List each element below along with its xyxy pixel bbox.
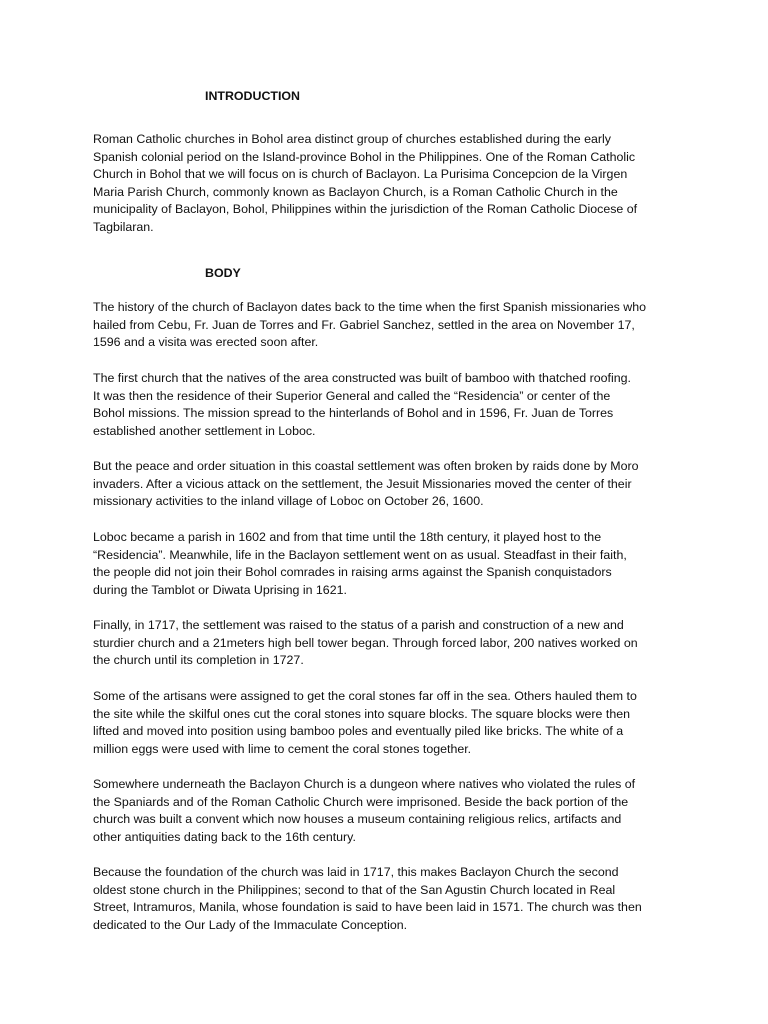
text-line: other antiquities dating back to the 16th century. (93, 829, 356, 844)
text-line: Street, Intramuros, Manila, whose foundation is said to have been laid in 1571. The church was then (93, 900, 642, 915)
text-line: missionary activities to the inland village of Loboc on October 26, 1600. (93, 494, 484, 509)
introduction-heading: INTRODUCTION (205, 89, 300, 103)
text-line: invaders. After a vicious attack on the settlement, the Jesuit Missionaries moved the center of their (93, 476, 632, 491)
text-line: church was built a convent which now houses a museum containing religious relics, artifacts and (93, 812, 622, 827)
text-line: “Residencia”. Meanwhile, life in the Baclayon settlement went on as usual. Steadfast in their faith, (93, 547, 627, 562)
text-line: hailed from Cebu, Fr. Juan de Torres and Fr. Gabriel Sanchez, settled in the area on November 17, (93, 317, 635, 332)
body-paragraph (93, 529, 683, 599)
text-line: Maria Parish Church, commonly known as Baclayon Church, is a Roman Catholic Church in the (93, 184, 618, 199)
text-line: Bohol missions. The mission spread to the hinterlands of Bohol and in 1596, Fr. Juan de Torres (93, 406, 614, 421)
text-line: Spanish colonial period on the Island-province Bohol in the Philippines. One of the Roman Catholic (93, 149, 636, 164)
text-line: Somewhere underneath the Baclayon Church is a dungeon where natives who violated the rules of (93, 777, 636, 791)
text-line: It was then the residence of their Superior General and called the “Residencia” or center of the (93, 388, 611, 403)
text-line: 1596 and a visita was erected soon after. (93, 335, 319, 350)
body-paragraph (93, 617, 683, 670)
text-line: lifted and moved into position using bamboo poles and eventually piled like bricks. The white of a (93, 724, 624, 739)
text-line: Tagbilaran. (93, 219, 154, 234)
body-paragraph (93, 864, 683, 934)
body-paragraph (93, 299, 683, 352)
body-paragraph (93, 458, 683, 511)
text-line: dedicated to the Our Lady of the Immaculate Conception. (93, 917, 408, 932)
text-line: The first church that the natives of the area constructed was built of bamboo with thatched roofing. (93, 371, 631, 385)
text-line: oldest stone church in the Philippines; second to that of the San Agustin Church located in Real (93, 882, 616, 897)
body-paragraph (93, 688, 683, 758)
text-line: But the peace and order situation in this coastal settlement was often broken by raids done by Moro (93, 459, 639, 473)
text-line: the Spaniards and of the Roman Catholic Church were imprisoned. Beside the back portion of the (93, 794, 629, 809)
body-paragraph (93, 370, 683, 440)
text-line: million eggs were used with lime to cement the coral stones together. (93, 741, 472, 756)
text-line: The history of the church of Baclayon dates back to the time when the first Spanish missionaries who (93, 300, 647, 314)
introduction-paragraph (93, 131, 683, 237)
text-line: Loboc became a parish in 1602 and from that time until the 18th century, it played host to the (93, 530, 602, 544)
text-line: municipality of Baclayon, Bohol, Philippines within the jurisdiction of the Roman Catholic Diocese of (93, 202, 638, 217)
text-line: the site while the skilful ones cut the coral stones into square blocks. The square blocks were then (93, 706, 630, 721)
text-line: Finally, in 1717, the settlement was raised to the status of a parish and construction of a new and (93, 618, 624, 632)
text-line: Because the foundation of the church was laid in 1717, this makes Baclayon Church the second (93, 865, 619, 879)
text-line: Church in Bohol that we will focus on is church of Baclayon. La Purisima Concepcion de la Virgen (93, 167, 628, 182)
text-line: the church until its completion in 1727. (93, 653, 304, 668)
text-line: established another settlement in Loboc. (93, 423, 316, 438)
body-heading: BODY (205, 266, 241, 280)
text-line: during the Tamblot or Diwata Uprising in 1621. (93, 582, 347, 597)
body-paragraph (93, 776, 683, 846)
text-line: sturdier church and a 21meters high bell tower began. Through forced labor, 200 natives worked on (93, 635, 638, 650)
text-line: Roman Catholic churches in Bohol area distinct group of churches established during the early (93, 132, 611, 146)
text-line: the people did not join their Bohol comrades in raising arms against the Spanish conquistadors (93, 565, 612, 580)
text-line: Some of the artisans were assigned to get the coral stones far off in the sea. Others hauled them to (93, 689, 637, 703)
